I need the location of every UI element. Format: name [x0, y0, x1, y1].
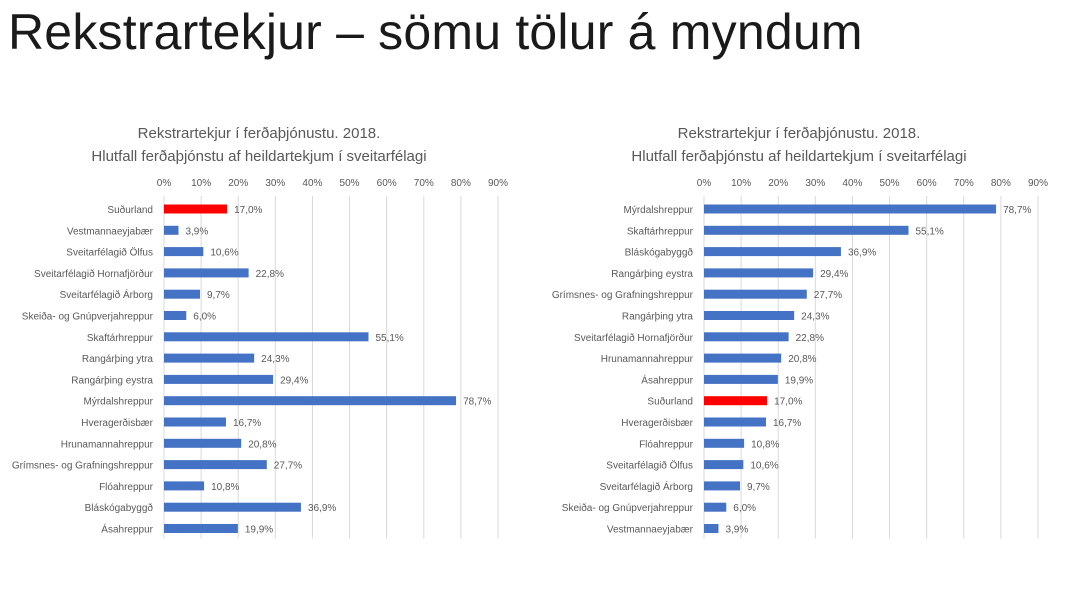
data-label: 55,1% [915, 226, 944, 238]
bar [704, 205, 996, 214]
bar-highlight [704, 396, 767, 405]
data-label: 29,4% [280, 375, 309, 387]
data-label: 24,3% [801, 311, 830, 323]
bar [164, 354, 254, 363]
bar [164, 418, 226, 427]
bar [164, 226, 178, 235]
category-label: Vestmannaeyjabær [66, 226, 153, 238]
category-label: Vestmannaeyjabær [606, 524, 693, 536]
x-tick-label: 0% [696, 178, 712, 189]
bar [704, 354, 781, 363]
bar [164, 503, 301, 512]
category-label: Ásahreppur [641, 375, 693, 387]
category-label: Mýrdalshreppur [83, 396, 153, 408]
bar [164, 311, 186, 320]
category-label: Bláskógabyggð [624, 247, 693, 259]
bar [164, 460, 267, 469]
chart-2-subtitle: Hlutfall ferðaþjónstu af heildartekjum í sveitarfélagi [631, 148, 967, 165]
category-label: Hveragerðisbær [81, 418, 153, 429]
bar [164, 481, 204, 490]
bar [704, 524, 718, 533]
bar [704, 247, 841, 256]
data-label: 3,9% [725, 524, 749, 536]
category-label: Skeiða- og Gnúpverjahreppur [21, 311, 153, 323]
data-label: 17,0% [234, 205, 263, 216]
bar [164, 396, 456, 405]
data-label: 22,8% [255, 268, 284, 280]
x-tick-label: 0% [156, 178, 172, 189]
category-label: Skaftárhreppur [626, 226, 693, 238]
chart-1-title: Rekstrartekjur í ferðaþjónustu. 2018. [137, 125, 381, 142]
data-label: 20,8% [788, 354, 817, 366]
data-label: 16,7% [772, 418, 802, 429]
category-label: Rangárþing ytra [621, 311, 693, 323]
x-tick-label: 90% [487, 178, 509, 189]
x-tick-label: 50% [879, 178, 900, 189]
data-label: 20,8% [248, 439, 277, 451]
x-tick-label: 10% [191, 178, 212, 189]
bar [164, 268, 249, 277]
category-label: Flóahreppur [639, 439, 693, 451]
category-label: Skeiða- og Gnúpverjahreppur [561, 503, 693, 515]
bar [164, 439, 241, 448]
bar [164, 524, 238, 533]
data-label: 29,4% [820, 268, 849, 280]
bar [704, 290, 807, 299]
bar [704, 268, 813, 277]
x-tick-label: 20% [228, 178, 249, 189]
bar [704, 481, 740, 490]
x-tick-label: 40% [842, 178, 863, 189]
bar [704, 460, 743, 469]
category-label: Ásahreppur [101, 524, 153, 536]
category-label: Mýrdalshreppur [623, 205, 693, 216]
bar [704, 311, 794, 320]
category-label: Flóahreppur [99, 481, 153, 493]
category-label: Sveitarfélagið Hornafjörður [574, 332, 693, 344]
data-label: 16,7% [232, 418, 262, 429]
data-label: 36,9% [847, 247, 877, 259]
x-tick-label: 80% [990, 178, 1011, 189]
category-label: Rangárþing eystra [611, 268, 693, 280]
data-label: 6,0% [193, 311, 217, 323]
x-tick-label: 60% [916, 178, 937, 189]
data-label: 10,8% [211, 481, 240, 493]
x-tick-label: 30% [265, 178, 286, 189]
data-label: 6,0% [733, 503, 757, 515]
category-label: Suðurland [647, 396, 693, 408]
bar [704, 418, 766, 427]
data-label: 9,7% [206, 290, 230, 302]
x-tick-label: 10% [731, 178, 752, 189]
category-label: Sveitarfélagið Hornafjörður [34, 268, 153, 280]
category-label: Hrunamannahreppur [60, 439, 153, 451]
data-label: 22,8% [795, 332, 824, 344]
data-label: 19,9% [784, 375, 814, 387]
category-label: Rangárþing eystra [71, 375, 153, 387]
x-tick-label: 20% [768, 178, 789, 189]
data-label: 10,6% [750, 460, 779, 472]
data-label: 78,7% [1003, 205, 1032, 216]
x-tick-label: 60% [376, 178, 397, 189]
slide-title: Rekstrartekjur – sömu tölur á myndum [8, 4, 863, 60]
bar [704, 332, 789, 341]
x-tick-label: 40% [302, 178, 323, 189]
data-label: 27,7% [813, 290, 843, 302]
data-label: 3,9% [185, 226, 209, 238]
chart-1-subtitle: Hlutfall ferðaþjónstu af heildartekjum í sveitarfélagi [91, 148, 427, 165]
bar [704, 439, 744, 448]
category-label: Bláskógabyggð [84, 503, 153, 515]
category-label: Suðurland [107, 205, 153, 216]
x-tick-label: 80% [450, 178, 471, 189]
data-label: 55,1% [375, 332, 404, 344]
bar [704, 226, 908, 235]
category-label: Sveitarfélagið Árborg [59, 290, 153, 302]
data-label: 19,9% [244, 524, 274, 536]
x-tick-label: 70% [413, 178, 434, 189]
category-label: Grímsnes- og Grafningshreppur [551, 290, 693, 302]
chart-2-title: Rekstrartekjur í ferðaþjónustu. 2018. [677, 125, 921, 142]
x-tick-label: 30% [805, 178, 826, 189]
category-label: Grímsnes- og Grafningshreppur [11, 460, 153, 472]
category-label: Hrunamannahreppur [600, 354, 693, 366]
data-label: 78,7% [463, 396, 492, 408]
bar [164, 375, 273, 384]
data-label: 17,0% [774, 396, 803, 408]
data-label: 24,3% [261, 354, 290, 366]
x-tick-label: 50% [339, 178, 360, 189]
bar [704, 503, 726, 512]
category-label: Hveragerðisbær [621, 418, 693, 429]
category-label: Sveitarfélagið Ölfus [606, 460, 693, 472]
data-label: 10,6% [210, 247, 239, 259]
x-tick-label: 70% [953, 178, 974, 189]
x-tick-label: 90% [1027, 178, 1049, 189]
bar [164, 247, 203, 256]
bar [704, 375, 778, 384]
category-label: Sveitarfélagið Árborg [599, 481, 693, 493]
bar [164, 332, 368, 341]
data-label: 36,9% [307, 503, 337, 515]
category-label: Rangárþing ytra [81, 354, 153, 366]
bar [164, 290, 200, 299]
category-label: Sveitarfélagið Ölfus [66, 247, 153, 259]
data-label: 9,7% [746, 481, 770, 493]
data-label: 27,7% [273, 460, 303, 472]
category-label: Skaftárhreppur [86, 332, 153, 344]
data-label: 10,8% [751, 439, 780, 451]
bar-highlight [164, 205, 227, 214]
